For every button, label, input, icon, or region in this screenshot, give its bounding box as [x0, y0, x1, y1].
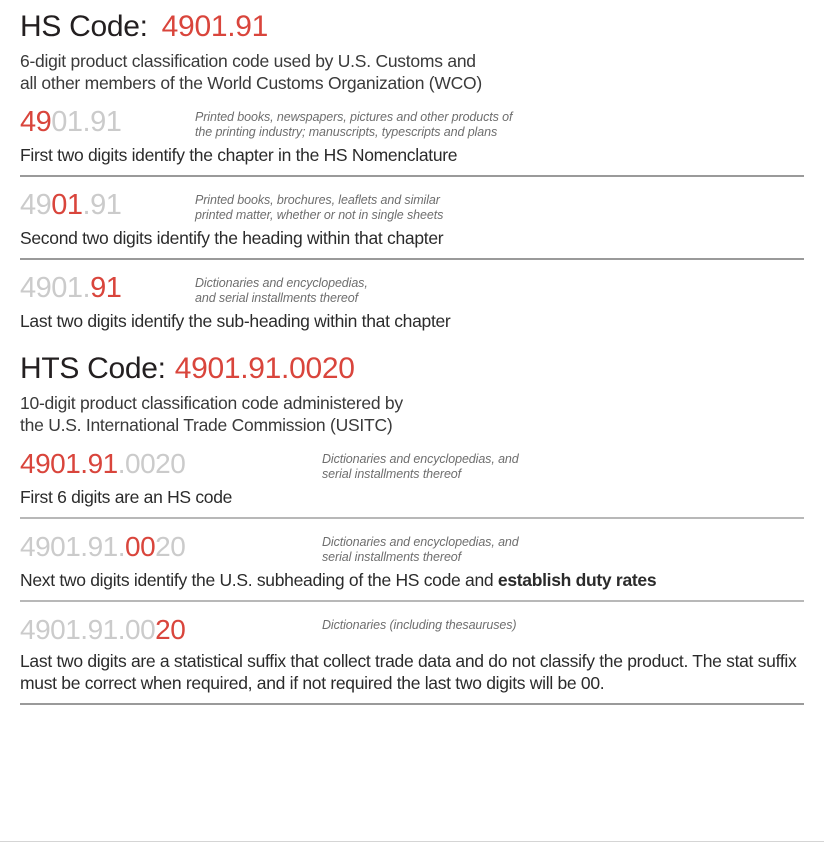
hs-breakdown-row: [20, 190, 804, 260]
hs-description: [20, 50, 804, 94]
hts-digits-suffix: 20: [155, 531, 186, 562]
hts-row-top: [20, 449, 804, 481]
hs-row-explanation: Second two digits identify the heading within that chapter: [20, 228, 444, 248]
hts-digits-prefix: 4901.91.00: [20, 614, 156, 645]
hts-description-line-1: 10-digit product classification code administered by: [20, 393, 403, 413]
hs-row-top: [20, 273, 804, 305]
hs-row-description-line-1: Printed books, brochures, leaflets and similar: [195, 193, 440, 207]
hts-row-explanation-text: Last two digits are a statistical suffix that collect trade data and: [20, 651, 484, 671]
hts-row-explanation: [20, 650, 804, 694]
hts-digits-highlight: 00: [125, 531, 156, 562]
divider: [20, 600, 804, 602]
hts-row-explanation: First 6 digits are an HS code: [20, 487, 233, 507]
hts-breakdown-row: [20, 615, 804, 705]
hs-row-explanation: Last two digits identify the sub-heading within that chapter: [20, 311, 451, 331]
hs-breakdown-row: [20, 273, 804, 332]
hs-row-description-line-2: and serial installments thereof: [195, 290, 358, 305]
hs-breakdown-row: [20, 107, 804, 177]
hs-code-value: 4901.91: [161, 10, 269, 43]
hs-digits-suffix: 01.91: [51, 106, 122, 138]
hs-row-digits: [20, 107, 195, 137]
hts-code-value: 4901.91.0020: [174, 352, 355, 385]
hts-breakdown-row: [20, 449, 804, 519]
hts-row-top: [20, 532, 804, 564]
hts-row-description-line-1: Dictionaries and encyclopedias, and: [322, 535, 519, 549]
divider: [20, 258, 804, 260]
hs-digits-prefix: 4901.: [20, 272, 91, 304]
hs-row-top: [20, 107, 804, 139]
hs-digits-highlight: 01: [51, 189, 83, 221]
hs-digits-highlight: 49: [20, 106, 52, 138]
hs-description-line-1: 6-digit product classification code used by U.S. Customs and: [20, 51, 476, 71]
hts-description-line-2: the U.S. International Trade Commission (USITC): [20, 415, 393, 435]
hs-digits-prefix: 49: [20, 189, 52, 221]
hs-section-heading: [20, 10, 804, 44]
hts-row-description: [322, 615, 516, 633]
hs-digits-suffix: .91: [82, 189, 122, 221]
hs-row-description-line-2: printed matter, whether or not in single sheets: [195, 207, 444, 222]
hts-row-explanation-text: Next two digits identify the U.S. subheading of the HS code and: [20, 570, 494, 590]
divider: [20, 517, 804, 519]
hs-row-description: [195, 107, 512, 139]
hts-row-description-line-1: Dictionaries (including thesauruses): [322, 618, 517, 632]
divider: [20, 175, 804, 177]
hs-code-label: HS Code:: [20, 10, 148, 43]
hts-code-label: HTS Code:: [20, 352, 166, 385]
hs-row-explanation: First two digits identify the chapter in the HS Nomenclature: [20, 145, 458, 165]
hs-row-description-line-1: Printed books, newspapers, pictures and other products of: [195, 110, 513, 124]
hts-digits-prefix: 4901.91.: [20, 531, 125, 562]
hs-row-description-line-1: Dictionaries and encyclopedias,: [195, 276, 368, 290]
hts-digits-highlight: 4901.91: [20, 448, 118, 479]
hts-breakdown-row: [20, 532, 804, 602]
hts-row-description-line-1: Dictionaries and encyclopedias, and: [322, 452, 519, 466]
section-gap: [20, 332, 804, 352]
hts-row-description-line-2: serial installments thereof: [322, 549, 462, 564]
hts-digits-suffix: .0020: [117, 448, 186, 479]
hts-section-heading: [20, 352, 804, 386]
hts-row-explanation: [20, 569, 804, 591]
hts-row-explanation-emphasis: establish duty rates: [497, 570, 657, 590]
hs-row-digits: [20, 273, 195, 303]
hts-row-top: [20, 615, 804, 645]
hs-description-line-2: all other members of the World Customs Organization (WCO): [20, 73, 482, 93]
hts-row-digits: [20, 615, 322, 645]
hs-row-top: [20, 190, 804, 222]
hts-row-description: [322, 449, 519, 481]
hts-row-digits: [20, 449, 322, 479]
hts-row-description: [322, 532, 519, 564]
hs-row-description: [195, 273, 368, 305]
hts-row-digits: [20, 532, 322, 562]
hs-digits-highlight: 91: [90, 272, 122, 304]
hs-row-digits: [20, 190, 195, 220]
divider: [20, 703, 804, 705]
hts-row-explanation-continued: do not classify the product. The stat suffix must be correct when required, and if not required the last two digits will be 00.: [20, 651, 797, 693]
hs-row-description-line-2: the printing industry; manuscripts, typescripts and plans: [195, 124, 498, 139]
hts-description: [20, 392, 804, 436]
hts-digits-highlight: 20: [155, 614, 186, 645]
hts-row-description-line-2: serial installments thereof: [322, 466, 462, 481]
hs-row-description: [195, 190, 443, 222]
